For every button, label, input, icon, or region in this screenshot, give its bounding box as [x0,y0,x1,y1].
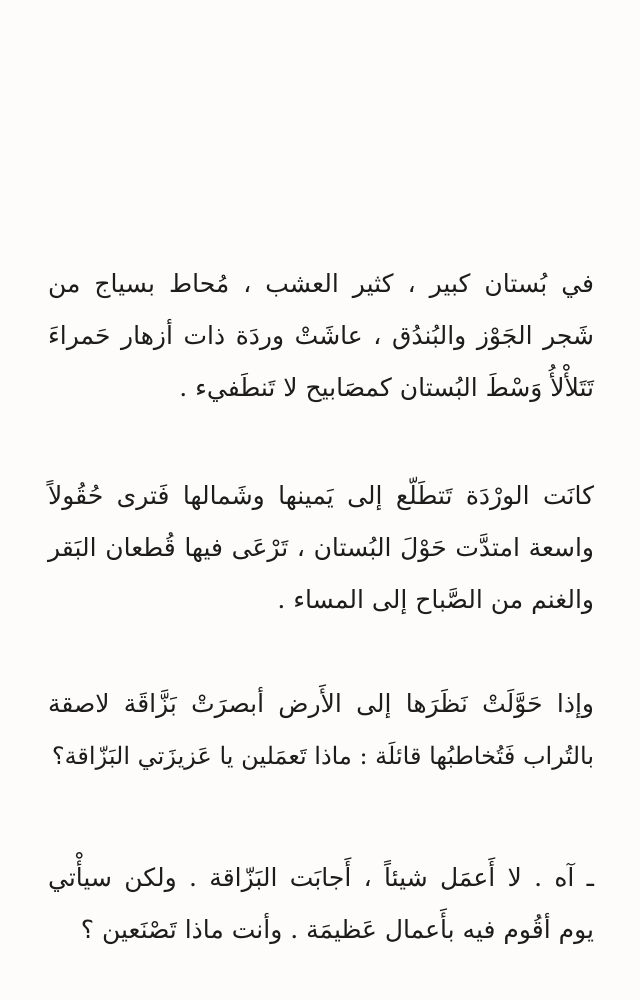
paragraph-fields [48,470,594,626]
paragraph-snail [48,678,594,782]
text-line: تَتَلأْلأُ وَسْطَ البُستان كمصَابيح لا تَنطَفيء . [179,373,594,402]
text-line: بالتُراب فَتُخاطبُها قائلَة : ماذا تَعمَلين يا عَزيزَتي البَزّاقة؟ [51,742,594,770]
text-line: شَجر الجَوْز والبُندُق ، عاشَتْ وردَة ذات أزهار حَمراءَ [48,321,594,350]
text-line: يوم أقُوم فيه بأَعمال عَظيمَة . وأنت ماذا تَصْنَعين ؟ [80,915,594,944]
text-line: وإذا حَوَّلَتْ نَظَرَها إلى الأَرض أبصرَتْ بَزَّاقَة لاصقة [48,689,594,718]
paragraph-garden [48,258,594,414]
text-line: واسعة امتدَّت حَوْلَ البُستان ، تَرْعَى فيها قُطعان البَقر [48,533,594,562]
text-line: في بُستان كبير ، كثير العشب ، مُحاط بسياج من [48,269,594,298]
text-line: والغنم من الصَّباح إلى المساء . [277,585,594,614]
text-line: ـ آه . لا أَعمَل شيئاً ، أَجابَت البَزّاقة . ولكن سيأْتي [48,863,594,892]
text-line: كانَت الورْدَة تَتطَلّع إلى يَمينها وشَمالها فَترى حُقُولاً [48,481,594,510]
paragraph-dialogue [48,852,594,956]
